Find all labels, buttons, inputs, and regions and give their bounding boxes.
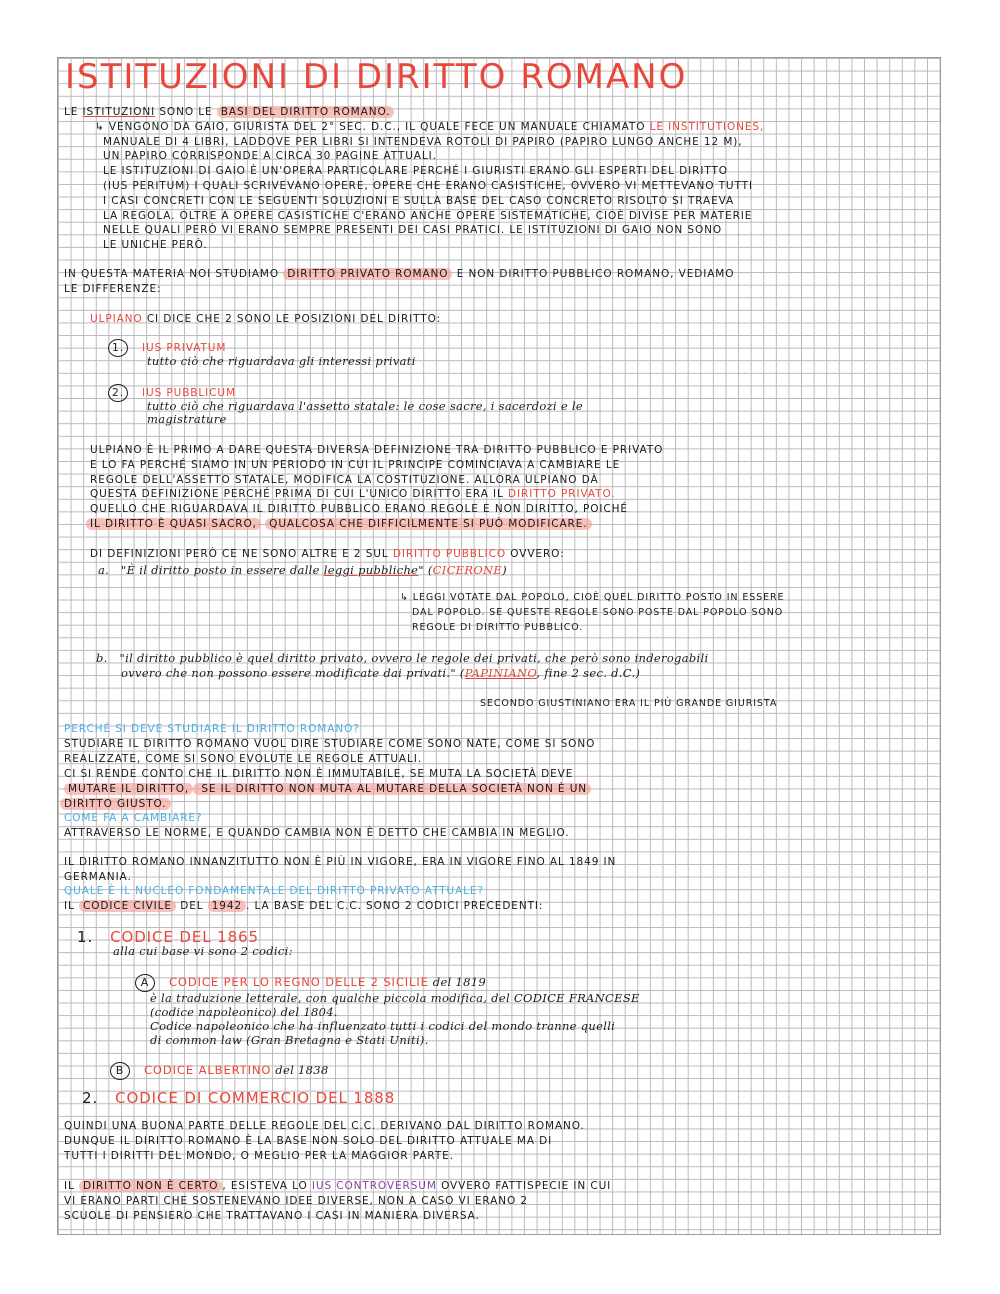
- letter-marker: A: [135, 974, 155, 992]
- diritto-privato: DIRITTO PRIVATO.: [508, 488, 616, 500]
- p2-line: [64, 268, 734, 281]
- page-title: ISTITUZIONI DI DIRITTO ROMANO: [65, 57, 688, 97]
- codice-commercio-label: CODICE DI COMMERCIO DEL 1888: [115, 1089, 396, 1107]
- definition-b: [121, 667, 640, 680]
- text: del 1838: [271, 1063, 329, 1077]
- highlight-sacro: IL DIRITTO È QUASI SACRO,: [86, 518, 261, 530]
- p3-line: [86, 518, 592, 531]
- p6-line: [64, 900, 543, 913]
- number-marker: 2.: [82, 1089, 99, 1107]
- text: IL: [64, 1180, 79, 1192]
- text: , ESISTEVA LO: [222, 1180, 312, 1192]
- p1-line: LE UNICHE PERÒ.: [103, 239, 208, 251]
- codice-sicilie-desc: di common law (Gran Bretagna e Stati Uniti).: [150, 1033, 429, 1047]
- text: OVVERO FATTISPECIE IN CUI: [436, 1180, 612, 1192]
- papiniano: PAPINIANO: [464, 666, 537, 680]
- ulpiano-line: [90, 313, 441, 326]
- p4-line: [90, 548, 565, 561]
- p3-line: E LO FA PERCHÉ SIAMO IN UN PERIODO IN CUI IL PRINCIPE COMINCIAVA A CAMBIARE LE: [90, 459, 621, 471]
- p7-line: TUTTI I DIRITTI DEL MONDO, O MEGLIO PER LA MAGGIOR PARTE.: [64, 1150, 454, 1162]
- note-line: DAL POPOLO. SE QUESTE REGOLE SONO POSTE DAL POPOLO SONO: [412, 607, 784, 618]
- text: QUESTA DEFINIZIONE PERCHÉ PRIMA DI CUI L'UNICO DIRITTO ERA IL: [90, 488, 509, 500]
- cicerone: CICERONE: [432, 563, 503, 577]
- p5-line: [60, 798, 171, 811]
- text: LE: [64, 106, 83, 118]
- p3-line: QUELLO CHE RIGUARDAVA IL DIRITTO PUBBLICO ERANO REGOLE E NON DIRITTO, POICHÉ: [90, 503, 628, 515]
- p1-line: LA REGOLA. OLTRE A OPERE CASISTICHE C'ERANO ANCHE OPERE SISTEMATICHE, CIOÈ DIVISE PER MATERIE: [103, 210, 753, 222]
- text: del 1819: [428, 975, 486, 989]
- ius-pubblicum-desc: magistrature: [147, 412, 227, 426]
- diritto-pubblico: DIRITTO PUBBLICO: [392, 548, 507, 560]
- highlight-basi: BASI DEL DIRITTO ROMANO.: [217, 106, 395, 118]
- codice-albertino: [110, 1062, 328, 1080]
- p8-line: [64, 1180, 611, 1193]
- p1-line: MANUALE DI 4 LIBRI, LADDOVE PER LIBRI SI INTENDEVA ROTOLI DI PAPIRO (PAPIRO LUNGO ANCHE 12 M),: [103, 136, 743, 148]
- p8-line: VI ERANO PARTI CHE SOSTENEVANO IDEE DIVERSE, NON A CASO VI ERANO 2: [64, 1195, 528, 1207]
- marker: a.: [98, 563, 110, 577]
- marker: b.: [96, 651, 108, 665]
- note-line: ↳ LEGGI VOTATE DAL POPOLO, CIOÈ QUEL DIRITTO POSTO IN ESSERE: [400, 592, 785, 603]
- ius-pubblicum-desc: tutto ciò che riguardava l'assetto statale: le cose sacre, i sacerdozi e le: [147, 399, 584, 413]
- p1-line: LE ISTITUZIONI DI GAIO È UN'OPERA PARTICOLARE PERCHÉ I GIURISTI ERANO GLI ESPERTI DEL DIRITTO: [103, 165, 728, 177]
- p7-line: QUINDI UNA BUONA PARTE DELLE REGOLE DEL C.C. DERIVANO DAL DIRITTO ROMANO.: [64, 1120, 585, 1132]
- number-marker: 1.: [108, 339, 128, 357]
- p5-line: ATTRAVERSO LE NORME, E QUANDO CAMBIA NON È DETTO CHE CAMBIA IN MEGLIO.: [64, 827, 570, 839]
- text: . LA BASE DEL C.C. SONO 2 CODICI PRECEDENTI:: [246, 900, 544, 912]
- text: E NON DIRITTO PUBBLICO ROMANO, VEDIAMO: [452, 268, 735, 280]
- text: CI DICE CHE 2 SONO LE POSIZIONI DEL DIRITTO:: [142, 313, 442, 325]
- definition-a: [98, 564, 507, 577]
- text: ↳ VENGONO DA GAIO, GIURISTA DEL 2° SEC. D.C., IL QUALE FECE UN MANUALE CHIAMATO: [95, 121, 650, 133]
- highlight-privato-romano: DIRITTO PRIVATO ROMANO: [283, 268, 452, 280]
- text: DI DEFINIZIONI PERÒ CE NE SONO ALTRE E 2 SUL: [90, 548, 393, 560]
- p5-line: STUDIARE IL DIRITTO ROMANO VUOL DIRE STUDIARE COME SONO NATE, COME SI SONO: [64, 738, 596, 750]
- p1-line: (IUS PERITUM) I QUALI SCRIVEVANO OPERE, OPERE CHE ERANO CASISTICHE, OVVERO VI METTEVANO TUTTI: [103, 180, 753, 192]
- text: "il diritto pubblico è quel diritto privato, ovvero le regole dei privati, che però sono inderogabili: [119, 651, 709, 665]
- institutiones-word: LE INSTITUTIONES,: [649, 121, 765, 133]
- p2-line: LE DIFFERENZE:: [64, 283, 162, 295]
- p3-line: REGOLE DELL'ASSETTO STATALE, MODIFICA LA COSTITUZIONE. ALLORA ULPIANO DÀ: [90, 474, 599, 486]
- text: SONO LE: [155, 106, 217, 118]
- p6-line: GERMANIA.: [64, 871, 132, 883]
- question-heading: QUALE È IL NUCLEO FONDAMENTALE DEL DIRITTO PRIVATO ATTUALE?: [64, 885, 484, 897]
- ius-pubblicum: IUS PUBBLICUM: [142, 387, 236, 399]
- text: "È il diritto posto in essere dalle: [121, 563, 324, 577]
- codice-1865-desc: alla cui base vi sono 2 codici:: [113, 944, 293, 958]
- text: ovvero che non possono essere modificate dai privati." (: [121, 666, 465, 680]
- question-heading: PERCHÉ SI DEVE STUDIARE IL DIRITTO ROMANO?: [64, 723, 360, 735]
- highlight-modificare: QUALCOSA CHE DIFFICILMENTE SI PUÒ MODIFICARE.: [265, 518, 591, 530]
- p5-line: [64, 783, 591, 796]
- p1-line: NELLE QUALI PERÒ VI ERANO SEMPRE PRESENTI DEI CASI PRATICI. LE ISTITUZIONI DI GAIO NON SONO: [103, 224, 723, 236]
- codice-sicilie-desc: è la traduzione letterale, con qualche piccola modifica, del CODICE FRANCESE: [150, 991, 640, 1005]
- codice-commercio: [82, 1090, 395, 1107]
- ius-privatum-desc: tutto ciò che riguardava gli interessi privati: [147, 354, 416, 368]
- codice-sicilie-label: CODICE PER LO REGNO DELLE 2 SICILIE: [169, 975, 429, 989]
- p3-line: [90, 488, 615, 501]
- text: ): [502, 563, 507, 577]
- highlight-mutare: MUTARE IL DIRITTO,: [64, 783, 193, 795]
- text: IL: [64, 900, 79, 912]
- codice-albertino-label: CODICE ALBERTINO: [144, 1063, 272, 1077]
- text: DEL: [175, 900, 208, 912]
- text: IN QUESTA MATERIA NOI STUDIAMO: [64, 268, 284, 280]
- leggi-pubbliche: leggi pubbliche: [323, 563, 419, 577]
- papiniano-note: SECONDO GIUSTINIANO ERA IL PIÙ GRANDE GIURISTA: [480, 698, 778, 709]
- highlight-1942: 1942: [208, 900, 246, 912]
- ius-privatum: IUS PRIVATUM: [142, 342, 227, 354]
- p1-line: UN PAPIRO CORRISPONDE A CIRCA 30 PAGINE ATTUALI.: [103, 150, 437, 162]
- definition-b: [96, 652, 708, 665]
- highlight-non-certo: DIRITTO NON È CERTO: [79, 1180, 222, 1192]
- p5-line: CI SI RENDE CONTO CHE IL DIRITTO NON È IMMUTABILE, SE MUTA LA SOCIETÀ DEVE: [64, 768, 574, 780]
- istituzioni-word: ISTITUZIONI: [82, 106, 156, 118]
- p6-line: IL DIRITTO ROMANO INNANZITUTTO NON È PIÙ IN VIGORE, ERA IN VIGORE FINO AL 1849 IN: [64, 856, 617, 868]
- codice-sicilie-desc: Codice napoleonico che ha influenzato tutti i codici del mondo tranne quelli: [150, 1019, 616, 1033]
- p3-line: ULPIANO È IL PRIMO A DARE QUESTA DIVERSA DEFINIZIONE TRA DIRITTO PUBBLICO E PRIVATO: [90, 444, 664, 456]
- text: " (: [418, 563, 433, 577]
- p5-line: REALIZZATE, COME SI SONO EVOLUTE LE REGOLE ATTUALI.: [64, 753, 422, 765]
- p8-line: SCUOLE DI PENSIERO CHE TRATTAVANO I CASI IN MANIERA DIVERSA.: [64, 1210, 480, 1222]
- p1-line: [95, 121, 764, 134]
- question-heading: COME FA A CAMBIARE?: [64, 812, 203, 824]
- letter-marker: B: [110, 1062, 130, 1080]
- ulpiano-name: ULPIANO: [90, 313, 143, 325]
- note-line: REGOLE DI DIRITTO PUBBLICO.: [412, 622, 584, 633]
- highlight-societa: SE IL DIRITTO NON MUTA AL MUTARE DELLA SOCIETÀ NON È UN: [193, 783, 591, 795]
- codice-sicilie-desc: (codice napoleonico) del 1804.: [150, 1005, 338, 1019]
- highlight-giusto: DIRITTO GIUSTO.: [60, 798, 171, 810]
- p7-line: DUNQUE IL DIRITTO ROMANO È LA BASE NON SOLO DEL DIRITTO ATTUALE MA DI: [64, 1135, 553, 1147]
- text: , fine 2 sec. d.C.): [536, 666, 641, 680]
- number-marker: 2.: [108, 384, 128, 402]
- codice-sicilie: [135, 974, 486, 992]
- p1-line: I CASI CONCRETI CON LE SEGUENTI SOLUZIONI E SULLA BASE DEL CASO CONCRETO RISOLTO SI TRAEVA: [103, 195, 735, 207]
- highlight-codice-civile: CODICE CIVILE: [79, 900, 176, 912]
- number-marker: 1.: [77, 928, 94, 946]
- text: OVVERO:: [506, 548, 565, 560]
- codice-1865-label: CODICE DEL 1865: [110, 928, 259, 946]
- p1-line: [64, 106, 394, 119]
- ius-controversum: IUS CONTROVERSUM: [311, 1180, 437, 1192]
